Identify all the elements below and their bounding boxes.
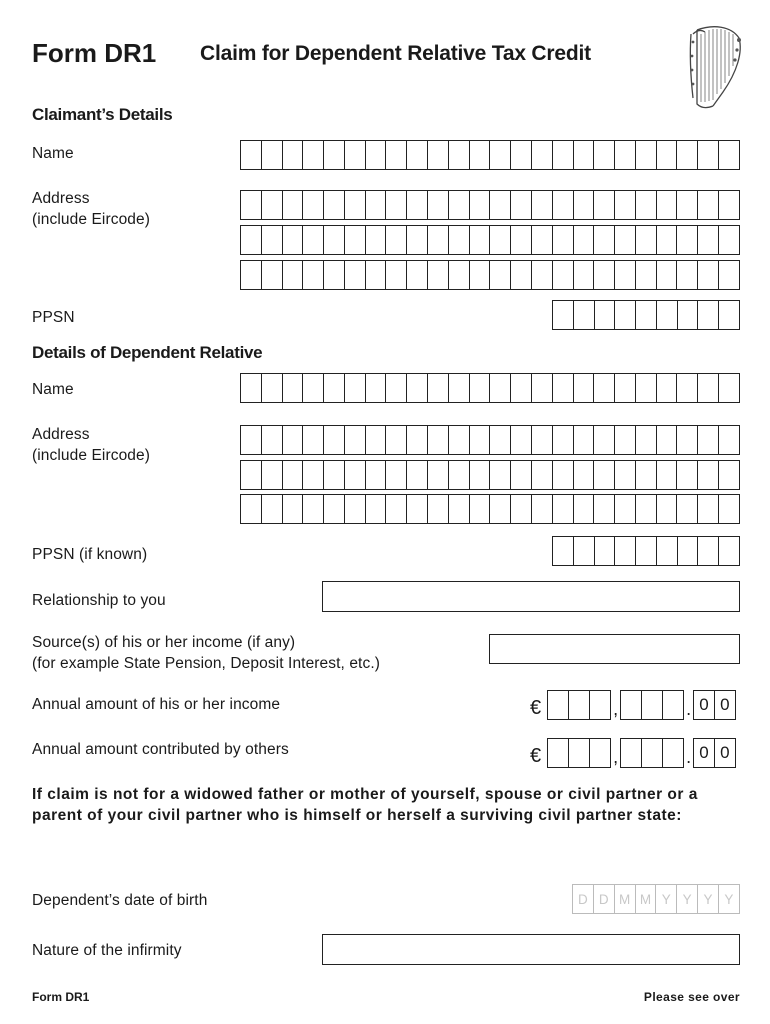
character-cell: [511, 191, 532, 219]
character-cell: [594, 426, 615, 454]
character-cell: [621, 739, 642, 767]
character-cell: [449, 141, 470, 169]
character-cell: [698, 537, 719, 565]
character-cell: [262, 191, 283, 219]
character-cell: [241, 461, 262, 489]
character-cell: [345, 426, 366, 454]
claimant-ppsn-label: PPSN: [32, 309, 75, 326]
character-cell: [532, 374, 553, 402]
character-cell: [594, 191, 615, 219]
character-cell: [677, 191, 698, 219]
character-cell: [386, 141, 407, 169]
claimant-address-label-line2: (include Eircode): [32, 211, 151, 228]
character-cell: [574, 301, 595, 329]
character-cell: [303, 426, 324, 454]
character-cell: [511, 226, 532, 254]
character-cell: [428, 226, 449, 254]
income-source-input[interactable]: [489, 634, 740, 664]
character-cell: [241, 261, 262, 289]
character-cell: [262, 226, 283, 254]
character-cell: [490, 374, 511, 402]
character-cell: [490, 141, 511, 169]
character-cell: [386, 226, 407, 254]
character-cell: [553, 261, 574, 289]
character-cell: [532, 461, 553, 489]
character-cell: [470, 191, 491, 219]
character-cell: [553, 226, 574, 254]
cent-digit: 0: [715, 691, 736, 719]
dependent-address-label: [32, 424, 150, 466]
character-cell: [428, 141, 449, 169]
character-cell: [594, 374, 615, 402]
character-cell: [511, 141, 532, 169]
character-cell: [698, 141, 719, 169]
character-cell: [636, 141, 657, 169]
annual-income-units-input[interactable]: [620, 690, 684, 720]
character-cell: [615, 426, 636, 454]
character-cell: [590, 691, 611, 719]
character-cell: [719, 141, 740, 169]
cent-digit: 0: [715, 739, 736, 767]
annual-income-cents: [693, 690, 736, 720]
annual-income-amount: [530, 690, 736, 720]
character-cell: [719, 261, 740, 289]
form-code: Form DR1: [32, 38, 157, 68]
infirmity-input[interactable]: [322, 934, 740, 965]
income-source-label-line2: (for example State Pension, Deposit Interest, etc.): [32, 655, 380, 672]
character-cell: [615, 141, 636, 169]
character-cell: [636, 495, 657, 523]
character-cell: [303, 141, 324, 169]
character-cell: [283, 261, 304, 289]
annual-income-label: Annual amount of his or her income: [32, 696, 281, 713]
character-cell: [615, 226, 636, 254]
character-cell: [594, 261, 615, 289]
annual-income-thousands-input[interactable]: [547, 690, 611, 720]
character-cell: [615, 261, 636, 289]
character-cell: [657, 495, 678, 523]
character-cell: [657, 261, 678, 289]
character-cell: [698, 426, 719, 454]
character-cell: [657, 374, 678, 402]
character-cell: [407, 226, 428, 254]
character-cell: [636, 537, 657, 565]
character-cell: [428, 495, 449, 523]
character-cell: [407, 374, 428, 402]
character-cell: [324, 426, 345, 454]
dependent-name-input[interactable]: [240, 373, 740, 403]
character-cell: [615, 537, 636, 565]
character-cell: [262, 261, 283, 289]
character-cell: [553, 461, 574, 489]
character-cell: [449, 261, 470, 289]
character-cell: [345, 461, 366, 489]
character-cell: [663, 739, 684, 767]
character-cell: [594, 226, 615, 254]
character-cell: [366, 461, 387, 489]
character-cell: [595, 301, 616, 329]
character-cell: [262, 461, 283, 489]
character-cell: [470, 495, 491, 523]
claimant-address-label-line1: Address: [32, 190, 90, 207]
character-cell: [677, 461, 698, 489]
claimant-name-input[interactable]: [240, 140, 740, 170]
character-cell: [657, 191, 678, 219]
annual-contrib-amount: [530, 738, 736, 768]
character-cell: [470, 461, 491, 489]
character-cell: [548, 739, 569, 767]
character-cell: [283, 191, 304, 219]
character-cell: [511, 261, 532, 289]
character-cell: [283, 426, 304, 454]
character-cell: [553, 537, 574, 565]
character-cell: [324, 495, 345, 523]
character-cell: [345, 261, 366, 289]
income-source-label: [32, 632, 380, 674]
character-cell: [470, 374, 491, 402]
dob-placeholder-cell: Y: [698, 885, 719, 913]
dependent-section-heading: Details of Dependent Relative: [32, 343, 263, 362]
character-cell: [511, 461, 532, 489]
character-cell: [532, 141, 553, 169]
character-cell: [345, 191, 366, 219]
character-cell: [283, 461, 304, 489]
character-cell: [636, 461, 657, 489]
character-cell: [407, 261, 428, 289]
character-cell: [511, 495, 532, 523]
character-cell: [303, 261, 324, 289]
character-cell: [574, 226, 595, 254]
dependent-address-line-3-input[interactable]: [240, 494, 740, 524]
character-cell: [366, 495, 387, 523]
character-cell: [590, 739, 611, 767]
income-source-label-line1: Source(s) of his or her income (if any): [32, 634, 296, 651]
character-cell: [366, 191, 387, 219]
character-cell: [511, 374, 532, 402]
character-cell: [386, 426, 407, 454]
character-cell: [532, 261, 553, 289]
character-cell: [283, 374, 304, 402]
character-cell: [407, 461, 428, 489]
character-cell: [677, 495, 698, 523]
character-cell: [677, 374, 698, 402]
character-cell: [636, 191, 657, 219]
character-cell: [449, 461, 470, 489]
infirmity-label: Nature of the infirmity: [32, 942, 182, 959]
character-cell: [698, 374, 719, 402]
annual-contrib-cents: [693, 738, 736, 768]
character-cell: [303, 374, 324, 402]
claimant-name-label: Name: [32, 145, 74, 162]
character-cell: [595, 537, 616, 565]
character-cell: [366, 261, 387, 289]
dob-input[interactable]: [572, 884, 740, 914]
character-cell: [698, 226, 719, 254]
character-cell: [283, 226, 304, 254]
euro-symbol: €: [530, 745, 542, 767]
character-cell: [657, 301, 678, 329]
character-cell: [303, 226, 324, 254]
dependent-address-label-line2: (include Eircode): [32, 447, 151, 464]
character-cell: [548, 691, 569, 719]
cent-digit: 0: [694, 739, 715, 767]
condition-statement: If claim is not for a widowed father or mother of yourself, spouse or civil partner or a parent of your civil partner who is himself or herself a surviving civil partner state:: [32, 786, 698, 824]
character-cell: [636, 226, 657, 254]
character-cell: [719, 461, 740, 489]
claimant-address-line-3-input[interactable]: [240, 260, 740, 290]
character-cell: [621, 691, 642, 719]
character-cell: [657, 426, 678, 454]
character-cell: [698, 191, 719, 219]
character-cell: [428, 426, 449, 454]
character-cell: [615, 495, 636, 523]
relationship-input[interactable]: [322, 581, 740, 612]
character-cell: [553, 374, 574, 402]
character-cell: [594, 141, 615, 169]
character-cell: [636, 426, 657, 454]
character-cell: [532, 426, 553, 454]
character-cell: [574, 374, 595, 402]
character-cell: [449, 495, 470, 523]
dob-label: Dependent’s date of birth: [32, 892, 208, 909]
character-cell: [449, 191, 470, 219]
thousands-separator: ,: [613, 747, 619, 767]
character-cell: [569, 691, 590, 719]
character-cell: [345, 141, 366, 169]
character-cell: [553, 301, 574, 329]
decimal-separator: .: [686, 747, 692, 767]
character-cell: [532, 495, 553, 523]
character-cell: [594, 461, 615, 489]
character-cell: [324, 374, 345, 402]
cent-digit: 0: [694, 691, 715, 719]
character-cell: [636, 374, 657, 402]
character-cell: [574, 141, 595, 169]
character-cell: [719, 374, 740, 402]
character-cell: [615, 191, 636, 219]
character-cell: [657, 461, 678, 489]
character-cell: [532, 226, 553, 254]
character-cell: [366, 226, 387, 254]
character-cell: [407, 141, 428, 169]
character-cell: [324, 141, 345, 169]
character-cell: [303, 495, 324, 523]
character-cell: [262, 141, 283, 169]
character-cell: [615, 374, 636, 402]
character-cell: [366, 374, 387, 402]
character-cell: [407, 426, 428, 454]
character-cell: [407, 495, 428, 523]
character-cell: [470, 426, 491, 454]
character-cell: [303, 461, 324, 489]
claimant-address-label: [32, 188, 150, 230]
character-cell: [262, 374, 283, 402]
character-cell: [698, 461, 719, 489]
character-cell: [470, 261, 491, 289]
character-cell: [386, 495, 407, 523]
character-cell: [449, 426, 470, 454]
character-cell: [574, 495, 595, 523]
character-cell: [283, 141, 304, 169]
character-cell: [574, 461, 595, 489]
claimant-ppsn-input[interactable]: [552, 300, 740, 330]
character-cell: [428, 461, 449, 489]
character-cell: [386, 374, 407, 402]
character-cell: [407, 191, 428, 219]
character-cell: [532, 191, 553, 219]
character-cell: [574, 191, 595, 219]
dob-placeholder-cell: Y: [656, 885, 677, 913]
character-cell: [657, 141, 678, 169]
character-cell: [553, 495, 574, 523]
character-cell: [719, 301, 740, 329]
dependent-name-label: Name: [32, 381, 74, 398]
character-cell: [553, 141, 574, 169]
character-cell: [386, 261, 407, 289]
character-cell: [283, 495, 304, 523]
character-cell: [241, 141, 262, 169]
claimant-section-heading: Claimant’s Details: [32, 105, 173, 124]
relationship-label: Relationship to you: [32, 592, 166, 609]
character-cell: [698, 261, 719, 289]
character-cell: [574, 537, 595, 565]
character-cell: [553, 426, 574, 454]
footer-see-over: Please see over: [643, 990, 740, 1004]
annual-contrib-units-input[interactable]: [620, 738, 684, 768]
decimal-separator: .: [686, 699, 692, 719]
dependent-address-label-line1: Address: [32, 426, 90, 443]
dependent-address-line-1-input[interactable]: [240, 425, 740, 455]
character-cell: [511, 426, 532, 454]
character-cell: [428, 374, 449, 402]
character-cell: [719, 226, 740, 254]
character-cell: [490, 191, 511, 219]
character-cell: [490, 495, 511, 523]
character-cell: [719, 537, 740, 565]
character-cell: [366, 141, 387, 169]
character-cell: [428, 261, 449, 289]
character-cell: [490, 226, 511, 254]
character-cell: [615, 461, 636, 489]
character-cell: [677, 226, 698, 254]
character-cell: [241, 191, 262, 219]
character-cell: [636, 261, 657, 289]
character-cell: [324, 261, 345, 289]
dependent-ppsn-input[interactable]: [552, 536, 740, 566]
character-cell: [636, 301, 657, 329]
character-cell: [719, 426, 740, 454]
character-cell: [642, 691, 663, 719]
character-cell: [345, 226, 366, 254]
character-cell: [241, 495, 262, 523]
dob-placeholder-cell: Y: [719, 885, 740, 913]
character-cell: [241, 426, 262, 454]
character-cell: [719, 495, 740, 523]
character-cell: [262, 426, 283, 454]
character-cell: [324, 226, 345, 254]
dob-placeholder-cell: M: [615, 885, 636, 913]
annual-contrib-label: Annual amount contributed by others: [32, 741, 289, 758]
dob-placeholder-cell: M: [636, 885, 657, 913]
character-cell: [719, 191, 740, 219]
character-cell: [490, 261, 511, 289]
character-cell: [574, 261, 595, 289]
character-cell: [366, 426, 387, 454]
character-cell: [470, 141, 491, 169]
character-cell: [642, 739, 663, 767]
character-cell: [574, 426, 595, 454]
character-cell: [428, 191, 449, 219]
character-cell: [324, 191, 345, 219]
harp-emblem-icon: [683, 22, 745, 112]
character-cell: [303, 191, 324, 219]
character-cell: [615, 301, 636, 329]
character-cell: [698, 495, 719, 523]
character-cell: [386, 461, 407, 489]
claimant-address-line-1-input[interactable]: [240, 190, 740, 220]
character-cell: [241, 226, 262, 254]
character-cell: [677, 426, 698, 454]
character-cell: [663, 691, 684, 719]
character-cell: [345, 374, 366, 402]
character-cell: [262, 495, 283, 523]
character-cell: [490, 461, 511, 489]
character-cell: [241, 374, 262, 402]
character-cell: [677, 141, 698, 169]
character-cell: [490, 426, 511, 454]
claimant-address-line-2-input[interactable]: [240, 225, 740, 255]
character-cell: [345, 495, 366, 523]
character-cell: [678, 537, 699, 565]
annual-contrib-thousands-input[interactable]: [547, 738, 611, 768]
character-cell: [657, 537, 678, 565]
character-cell: [569, 739, 590, 767]
footer-form-code: Form DR1: [32, 990, 90, 1004]
character-cell: [594, 495, 615, 523]
thousands-separator: ,: [613, 699, 619, 719]
character-cell: [449, 374, 470, 402]
dob-placeholder-cell: Y: [677, 885, 698, 913]
dob-placeholder-cell: D: [594, 885, 615, 913]
dob-placeholder-cell: D: [573, 885, 594, 913]
character-cell: [386, 191, 407, 219]
character-cell: [553, 191, 574, 219]
character-cell: [677, 261, 698, 289]
euro-symbol: €: [530, 697, 542, 719]
character-cell: [698, 301, 719, 329]
character-cell: [657, 226, 678, 254]
form-title: Claim for Dependent Relative Tax Credit: [200, 42, 591, 65]
dependent-ppsn-label: PPSN (if known): [32, 546, 148, 563]
character-cell: [449, 226, 470, 254]
character-cell: [470, 226, 491, 254]
dependent-address-line-2-input[interactable]: [240, 460, 740, 490]
character-cell: [678, 301, 699, 329]
character-cell: [324, 461, 345, 489]
